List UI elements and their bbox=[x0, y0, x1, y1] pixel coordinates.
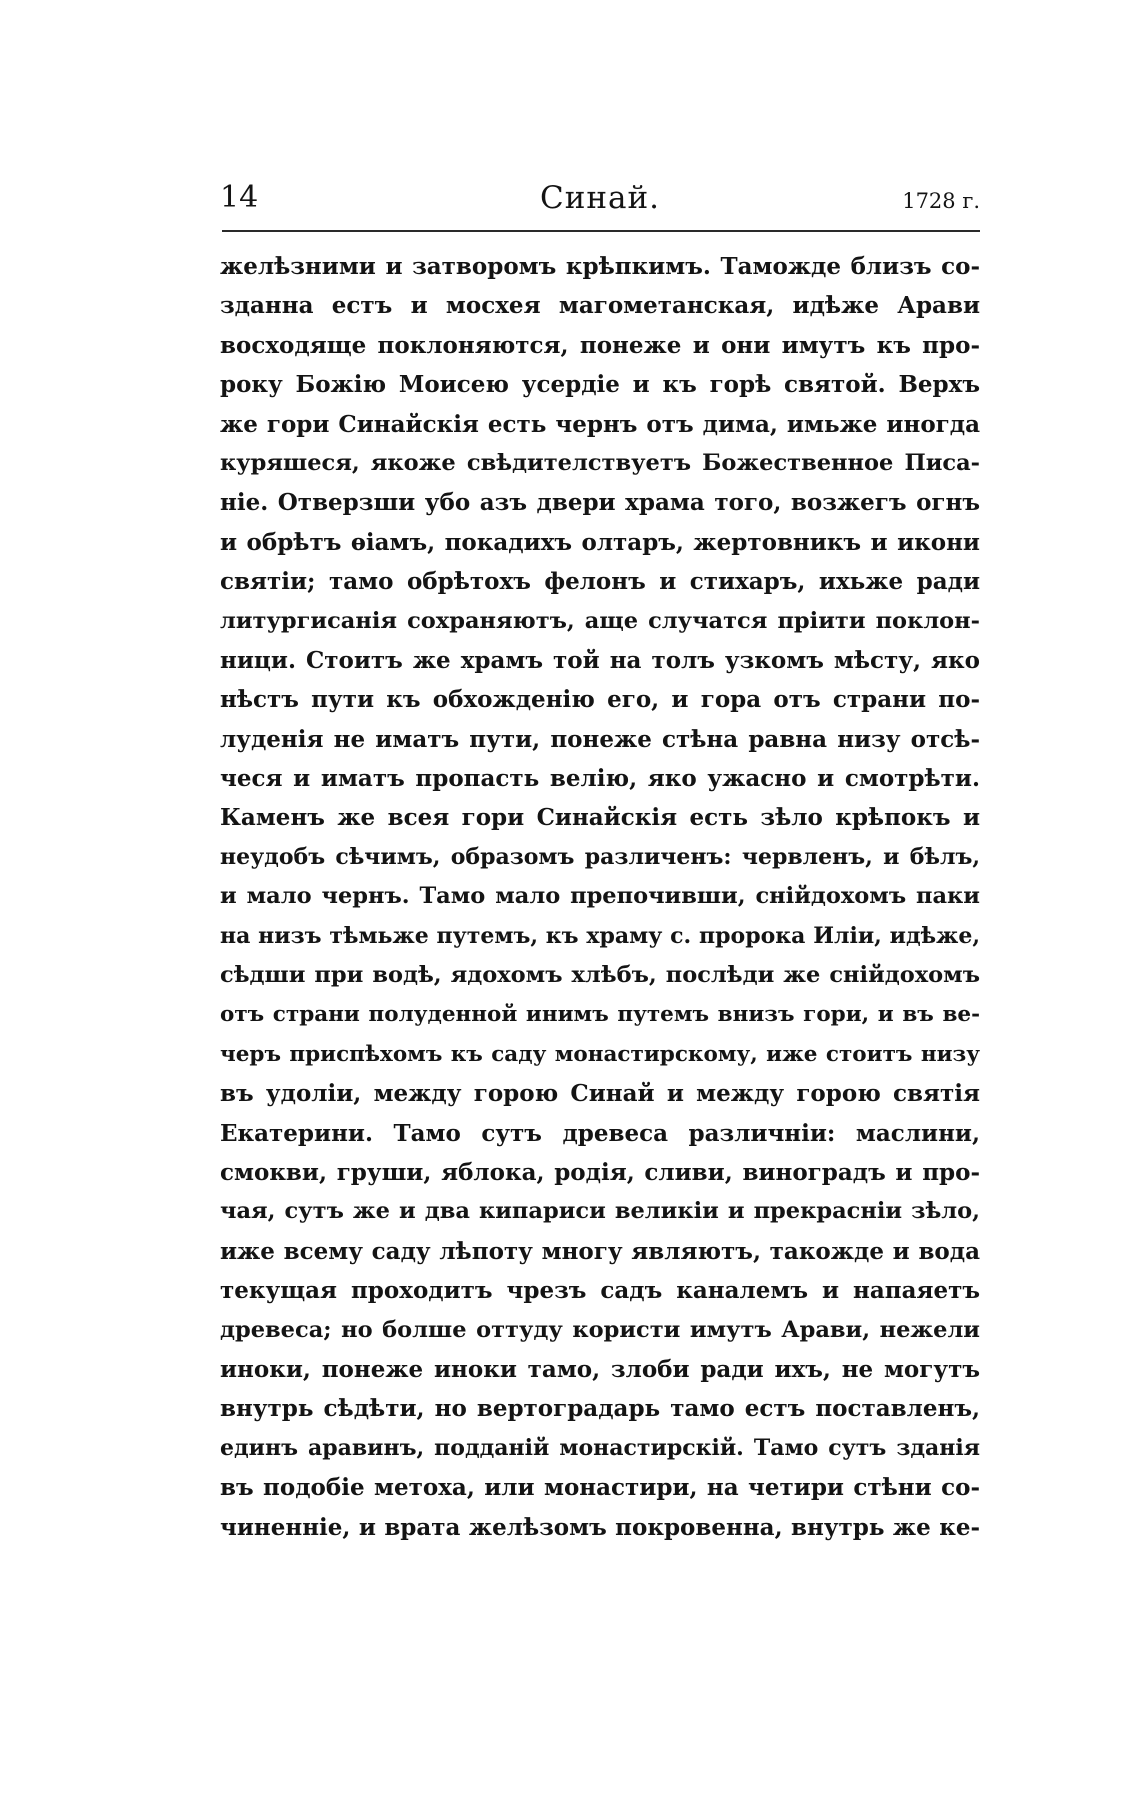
text-line: чиненніе, и врата желѣзомъ покровенна, внутрь же ке- bbox=[220, 1513, 980, 1541]
running-title: Синай. bbox=[539, 180, 661, 216]
text-line: куряшеся, якоже свѣдителствуетъ Божественное Писа- bbox=[220, 449, 980, 476]
page-number: 14 bbox=[220, 180, 259, 215]
text-line: чеся и иматъ пропасть велію, яко ужасно и смотрѣти. bbox=[220, 765, 980, 793]
text-line: внутрь сѣдѣти, но вертоградарь тамо естъ поставленъ, bbox=[220, 1395, 980, 1423]
text-line: единъ аравинъ, подданій монастирскій. Тамо сутъ зданія bbox=[220, 1434, 980, 1461]
text-line: смокви, груши, яблока, родія, сливи, виноградъ и про- bbox=[220, 1158, 980, 1186]
text-line: зданна естъ и мосхея магометанская, идѣже Арави bbox=[220, 292, 980, 320]
text-line: въ подобіе метоха, или монастири, на четири стѣни со- bbox=[220, 1474, 980, 1502]
text-line: желѣзними и затворомъ крѣпкимъ. Тамождe близъ со- bbox=[220, 253, 980, 280]
text-line: и мало чернъ. Тамо мало препочивши, снійдохомъ паки bbox=[220, 883, 980, 910]
text-line: литургисанія сохраняютъ, аще случатся пріити поклон- bbox=[220, 607, 980, 634]
text-line: древеса; но болше оттуду користи имутъ Арави, нежели bbox=[220, 1316, 980, 1343]
text-line: сѣдши при водѣ, ядохомъ хлѣбъ, послѣди же снійдохомъ bbox=[220, 962, 980, 989]
text-line: святіи; тамо обрѣтохъ фелонъ и стихаръ, ихьже ради bbox=[220, 568, 980, 596]
body-text bbox=[220, 247, 980, 1547]
text-line: ніе. Отверзши убо азъ двери храма того, возжегъ огнъ bbox=[220, 489, 980, 517]
text-line: въ удоліи, между горою Синай и между горою святія bbox=[220, 1080, 980, 1108]
text-line: текущая проходитъ чрезъ садъ каналемъ и напаяетъ bbox=[220, 1277, 980, 1305]
text-line: иноки, понеже иноки тамо, злоби ради ихъ, не могутъ bbox=[220, 1355, 980, 1383]
text-line: на низъ тѣмьже путемъ, къ храму с. пророка Иліи, идѣже, bbox=[220, 922, 980, 949]
text-line: же гори Синайскія есть чернъ отъ дима, имьже иногда bbox=[220, 410, 980, 438]
text-line: восходяще поклоняются, понеже и они имутъ къ про- bbox=[220, 331, 980, 359]
text-line: черъ приспѣхомъ къ саду монастирскому, иже стоитъ низу bbox=[220, 1041, 980, 1067]
running-head bbox=[220, 178, 980, 226]
text-line: неудобъ сѣчимъ, образомъ различенъ: червленъ, и бѣлъ, bbox=[220, 843, 980, 870]
year-label: 1728 г. bbox=[902, 189, 980, 213]
text-line: чая, сутъ же и два кипариси великіи и прекрасніи зѣло, bbox=[220, 1198, 980, 1225]
text-line: луденія не иматъ пути, понеже стѣна равна низу отсѣ- bbox=[220, 725, 980, 753]
text-line: иже всему саду лѣпоту многу являютъ, такожде и вода bbox=[220, 1237, 980, 1265]
text-line: и обрѣтъ ѳіамъ, покадихъ олтаръ, жертовникъ и икони bbox=[220, 528, 980, 556]
text-line: отъ страни полуденной инимъ путемъ внизъ гори, и въ ве- bbox=[220, 1002, 980, 1028]
text-line: нѣстъ пути къ обхожденію его, и гора отъ страни по- bbox=[220, 686, 980, 714]
header-rule bbox=[222, 230, 980, 232]
text-line: року Божію Моисею усердіе и къ горѣ святой. Верхъ bbox=[220, 371, 980, 399]
text-line: ници. Стоитъ же храмъ той на толъ узкомъ мѣсту, яко bbox=[220, 646, 980, 674]
text-line: Екатерини. Тамо сутъ древеса различніи: маслини, bbox=[220, 1119, 980, 1147]
text-line: Каменъ же всея гори Синайскія есть зѣло крѣпокъ и bbox=[220, 804, 980, 832]
